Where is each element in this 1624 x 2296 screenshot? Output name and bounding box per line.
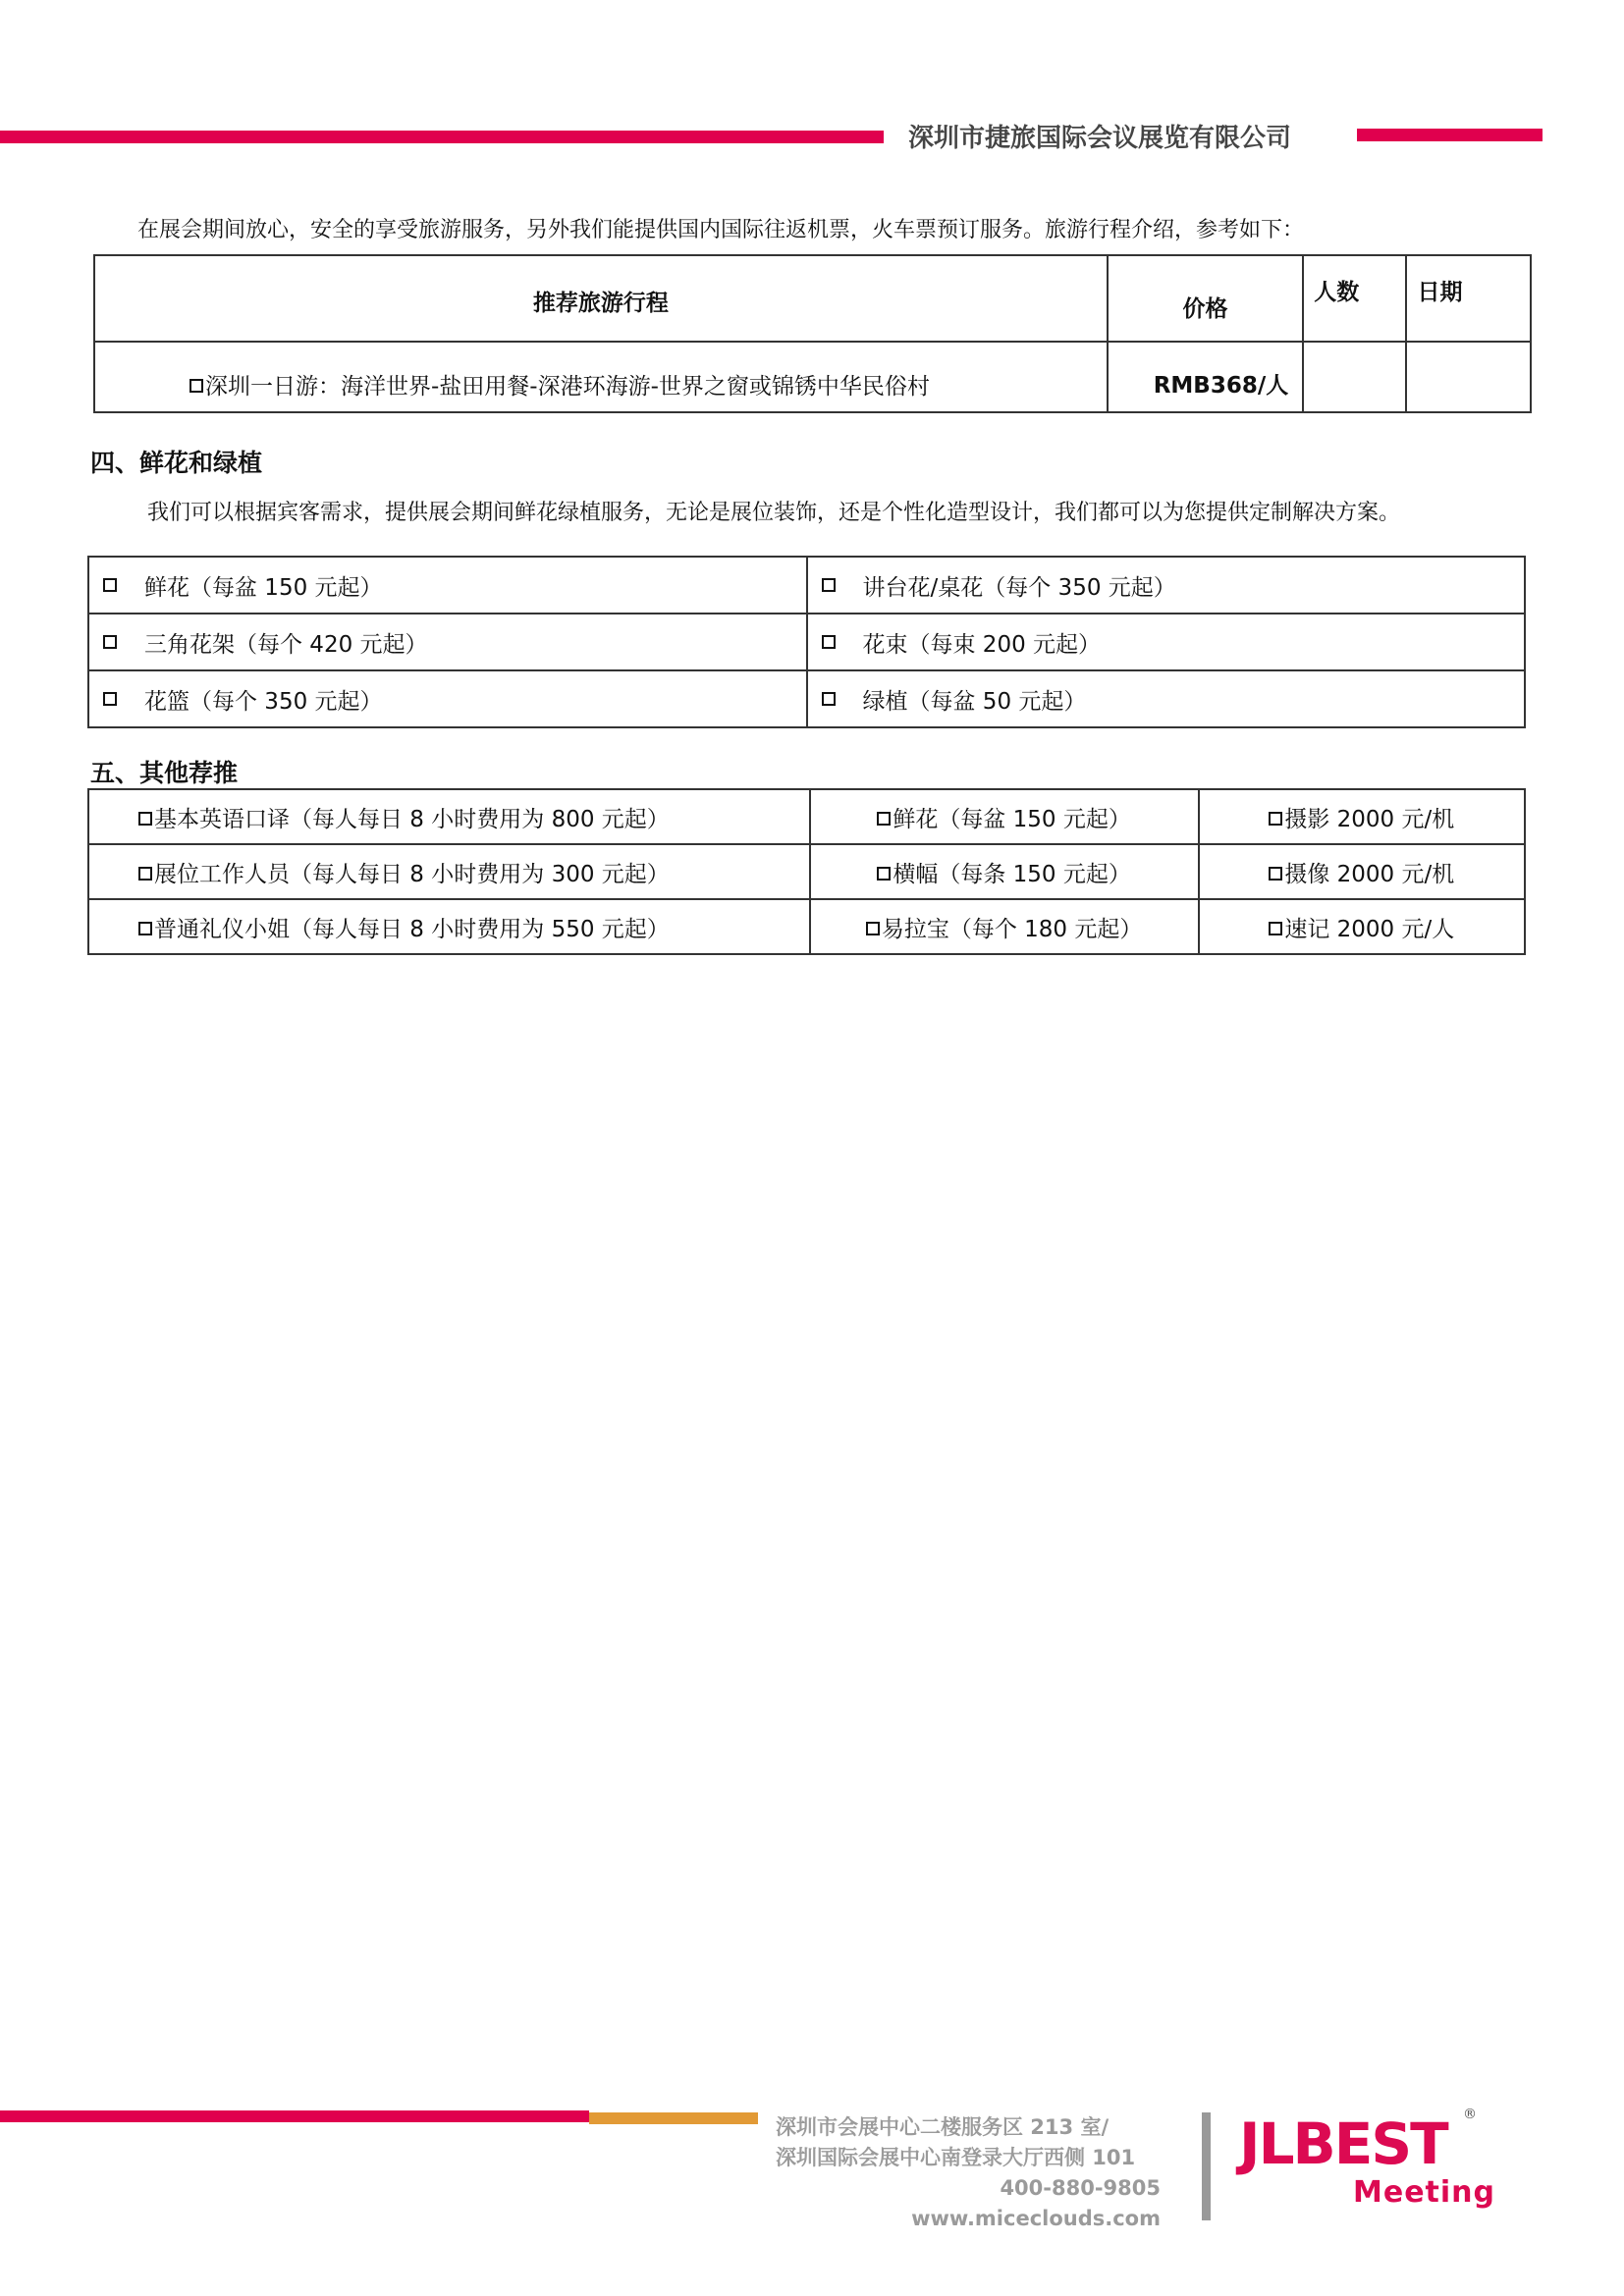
tour-table bbox=[93, 254, 1532, 413]
checkbox-icon[interactable] bbox=[866, 922, 880, 935]
flower-item-label: 花束（每束 200 元起） bbox=[862, 631, 1102, 658]
service-label: 鲜花（每盆 150 元起） bbox=[893, 806, 1131, 832]
service-cell bbox=[1199, 899, 1525, 954]
flower-cell bbox=[88, 670, 807, 727]
checkbox-icon[interactable] bbox=[138, 812, 152, 826]
flower-cell bbox=[88, 614, 807, 670]
service-cell bbox=[810, 899, 1199, 954]
header-price: 价格 bbox=[1108, 255, 1303, 342]
checkbox-icon[interactable] bbox=[877, 867, 891, 881]
service-label: 摄影 2000 元/机 bbox=[1284, 806, 1455, 832]
checkbox-icon[interactable] bbox=[822, 692, 836, 706]
section-4-title: 四、鲜花和绿植 bbox=[90, 449, 263, 477]
flower-item-label: 鲜花（每盆 150 元起） bbox=[144, 574, 383, 601]
section-5-title: 五、其他荐推 bbox=[90, 759, 239, 787]
checkbox-icon[interactable] bbox=[1269, 812, 1282, 826]
footer-phone: 400-880-9805 bbox=[1000, 2176, 1161, 2200]
flower-table bbox=[87, 556, 1526, 728]
service-label: 普通礼仪小姐（每人每日 8 小时费用为 550 元起） bbox=[154, 916, 670, 942]
service-cell bbox=[88, 789, 810, 844]
checkbox-icon[interactable] bbox=[138, 867, 152, 881]
tour-route-cell bbox=[94, 342, 1108, 412]
table-row bbox=[94, 342, 1531, 412]
table-row bbox=[88, 670, 1525, 727]
service-cell bbox=[810, 789, 1199, 844]
flower-item-label: 讲台花/桌花（每个 350 元起） bbox=[862, 574, 1176, 601]
flower-cell bbox=[807, 670, 1526, 727]
header-date: 日期 bbox=[1406, 255, 1531, 342]
service-cell bbox=[88, 844, 810, 899]
service-cell bbox=[1199, 844, 1525, 899]
checkbox-icon[interactable] bbox=[1269, 922, 1282, 935]
checkbox-icon[interactable] bbox=[822, 635, 836, 649]
checkbox-icon[interactable] bbox=[103, 578, 117, 592]
header-accent-bar-left bbox=[0, 131, 884, 143]
flower-cell bbox=[88, 557, 807, 614]
tour-price-cell: RMB368/人 bbox=[1108, 342, 1303, 412]
service-cell bbox=[1199, 789, 1525, 844]
header-company-name: 深圳市捷旅国际会议展览有限公司 bbox=[908, 124, 1292, 153]
registered-mark-icon: ® bbox=[1463, 2107, 1477, 2122]
table-row bbox=[88, 789, 1525, 844]
service-label: 速记 2000 元/人 bbox=[1284, 916, 1455, 942]
flower-cell bbox=[807, 614, 1526, 670]
company-logo bbox=[1239, 2107, 1496, 2218]
footer-address-1: 深圳市会展中心二楼服务区 213 室/ bbox=[776, 2115, 1110, 2139]
checkbox-icon[interactable] bbox=[877, 812, 891, 826]
flower-cell bbox=[807, 557, 1526, 614]
service-label: 横幅（每条 150 元起） bbox=[893, 861, 1131, 887]
section-4-description: 我们可以根据宾客需求，提供展会期间鲜花绿植服务，无论是展位装饰，还是个性化造型设计，我们都可以为您提供定制解决方案。 bbox=[147, 501, 1401, 525]
table-row bbox=[88, 557, 1525, 614]
table-row bbox=[88, 899, 1525, 954]
header-accent-bar-right bbox=[1357, 129, 1543, 141]
table-row bbox=[88, 844, 1525, 899]
tour-date-cell[interactable] bbox=[1406, 342, 1531, 412]
footer-accent-bar-red bbox=[0, 2110, 589, 2122]
tour-route-text: 深圳一日游：海洋世界-盐田用餐-深港环海游-世界之窗或锦锈中华民俗村 bbox=[205, 373, 930, 400]
header-route: 推荐旅游行程 bbox=[94, 255, 1108, 342]
logo-sub-text: Meeting bbox=[1353, 2175, 1496, 2210]
footer-accent-bar-gold bbox=[589, 2112, 758, 2124]
logo-main-text: JLBEST bbox=[1239, 2110, 1447, 2177]
footer-website[interactable]: www.miceclouds.com bbox=[911, 2207, 1161, 2230]
checkbox-icon[interactable] bbox=[189, 379, 203, 393]
footer-address-2: 深圳国际会展中心南登录大厅西侧 101 bbox=[776, 2146, 1136, 2169]
footer-contact-block bbox=[776, 2112, 1161, 2234]
service-label: 易拉宝（每个 180 元起） bbox=[881, 916, 1143, 942]
service-label: 摄像 2000 元/机 bbox=[1284, 861, 1455, 887]
tour-table-header-row bbox=[94, 255, 1531, 342]
flower-item-label: 花篮（每个 350 元起） bbox=[144, 688, 383, 715]
service-label: 展位工作人员（每人每日 8 小时费用为 300 元起） bbox=[154, 861, 670, 887]
service-cell bbox=[810, 844, 1199, 899]
table-row bbox=[88, 614, 1525, 670]
checkbox-icon[interactable] bbox=[822, 578, 836, 592]
tour-people-cell[interactable] bbox=[1303, 342, 1406, 412]
checkbox-icon[interactable] bbox=[138, 922, 152, 935]
intro-text: 在展会期间放心，安全的享受旅游服务，另外我们能提供国内国际往返机票，火车票预订服务。旅游行程介绍，参考如下： bbox=[137, 218, 1305, 242]
checkbox-icon[interactable] bbox=[103, 635, 117, 649]
checkbox-icon[interactable] bbox=[103, 692, 117, 706]
service-cell bbox=[88, 899, 810, 954]
flower-item-label: 绿植（每盆 50 元起） bbox=[862, 688, 1087, 715]
other-services-table bbox=[87, 788, 1526, 955]
checkbox-icon[interactable] bbox=[1269, 867, 1282, 881]
service-label: 基本英语口译（每人每日 8 小时费用为 800 元起） bbox=[154, 806, 670, 832]
flower-item-label: 三角花架（每个 420 元起） bbox=[144, 631, 428, 658]
header-people: 人数 bbox=[1303, 255, 1406, 342]
footer-divider bbox=[1202, 2112, 1211, 2220]
